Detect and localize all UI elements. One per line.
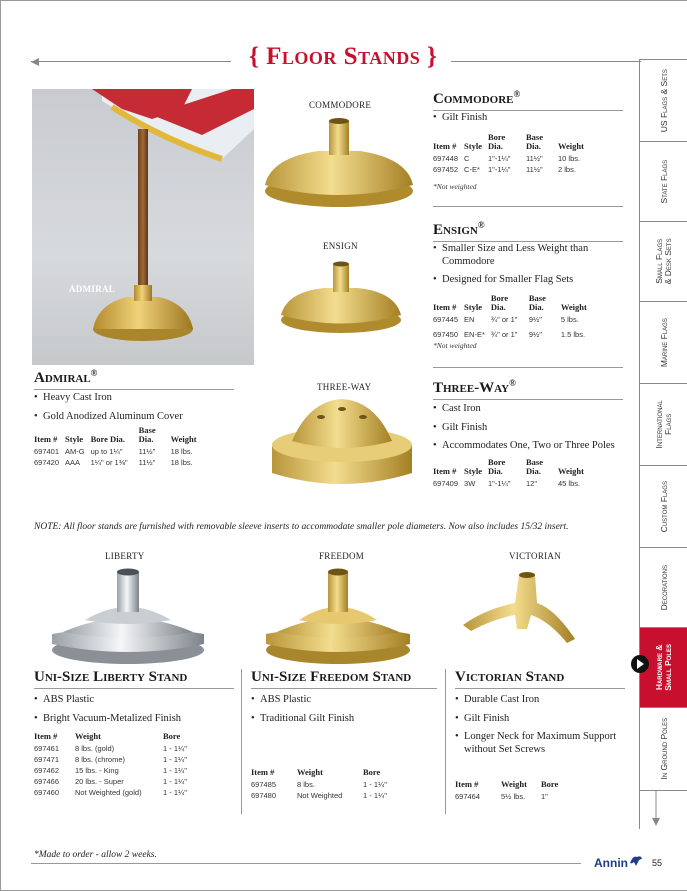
tab-marine-flags[interactable] — [640, 301, 687, 383]
col-header: Item # — [251, 767, 275, 777]
tab-label: In Ground Poles — [658, 718, 669, 780]
col-header: Item # — [433, 465, 457, 476]
table-cell: 697401 — [34, 446, 60, 456]
table-cell: 11½" — [525, 164, 543, 174]
table-cell: 15 lbs. - King — [75, 765, 119, 775]
table-cell: EN — [464, 314, 475, 324]
tab-label: Small Flags & Desk Sets — [654, 238, 674, 285]
table-row — [433, 164, 590, 175]
table-cell: EN-E* — [464, 329, 485, 339]
table-cell: 697485 — [251, 779, 277, 789]
col-header: Item # — [455, 779, 479, 789]
brand-logo: Annin — [594, 856, 628, 870]
col-header: Bore Dia. — [487, 132, 506, 151]
made-to-order-footnote: *Made to order - allow 2 weeks. — [34, 850, 157, 860]
three-way-spec-table — [433, 458, 590, 489]
table-cell: Not Weighted — [297, 790, 343, 800]
bullet-item: • Smaller Size and Less Weight than Commodore — [433, 243, 611, 268]
victorian-stand-illustration — [457, 569, 589, 649]
ensign-stand-illustration — [279, 258, 403, 334]
footer-rule — [31, 863, 581, 864]
table-row — [34, 776, 193, 787]
table-row — [433, 314, 593, 325]
bullet-item: • Accommodates One, Two or Three Poles — [433, 440, 633, 453]
three-way-reg-mark: ® — [509, 378, 516, 388]
table-cell: 45 lbs. — [557, 478, 581, 488]
table-cell: 8 lbs. (gold) — [75, 743, 115, 753]
col-header: Item # — [34, 433, 58, 444]
table-cell: ¾" or 1" — [490, 314, 518, 324]
table-cell: ¾" or 1" — [490, 329, 518, 339]
commodore-bullets — [433, 112, 623, 131]
bullet-item: • Gold Anodized Aluminum Cover — [34, 411, 254, 424]
arrow-down-icon — [651, 791, 661, 827]
col-header: Weight — [297, 767, 323, 777]
table-cell: 11½" — [138, 457, 156, 467]
table-header-row — [433, 294, 593, 314]
freedom-bullets — [251, 694, 441, 731]
table-header-row — [251, 768, 393, 779]
victorian-heading: Victorian Stand — [455, 669, 625, 689]
tab-label: International Flags — [654, 400, 674, 449]
admiral-heading-text: Admiral — [34, 370, 91, 386]
ensign-heading — [433, 220, 623, 242]
table-cell: 1 - 1¼" — [163, 754, 187, 764]
divider — [433, 367, 623, 368]
table-cell: 697462 — [34, 765, 60, 775]
tab-state-flags[interactable] — [640, 141, 687, 221]
victorian-photo-label: VICTORIAN — [509, 551, 562, 561]
col-header: Weight — [170, 433, 197, 444]
table-row — [251, 790, 393, 801]
col-header: Base Dia. — [528, 293, 546, 312]
three-way-heading — [433, 378, 623, 400]
col-header: Style — [464, 465, 482, 476]
table-cell: 1" — [541, 791, 548, 801]
admiral-photo — [32, 89, 254, 365]
bullet-item: • Designed for Smaller Flag Sets — [433, 274, 611, 287]
table-row — [34, 787, 193, 798]
table-cell: 1 - 1¼" — [363, 790, 387, 800]
table-cell: 697464 — [455, 791, 481, 801]
table-cell: 5½ lbs. — [501, 791, 526, 801]
column-divider — [241, 669, 242, 814]
table-header-row — [34, 732, 193, 743]
col-header: Base Dia. — [138, 425, 156, 444]
table-cell: 697420 — [34, 457, 60, 467]
col-header: Item # — [433, 140, 457, 151]
liberty-heading: Uni-Size Liberty Stand — [34, 669, 234, 689]
table-header-row — [433, 458, 590, 478]
three-way-stand-illustration — [269, 395, 415, 495]
table-row — [34, 765, 193, 776]
table-row — [34, 457, 203, 468]
table-cell: 1 - 1¼" — [163, 776, 187, 786]
table-cell: 697409 — [433, 478, 459, 488]
table-cell: 697448 — [433, 153, 459, 163]
table-row — [433, 153, 590, 164]
table-cell: 697460 — [34, 787, 60, 797]
table-header-row — [455, 780, 564, 791]
title-rule-right — [451, 61, 641, 62]
three-way-photo-label: THREE-WAY — [317, 382, 372, 392]
freedom-heading: Uni-Size Freedom Stand — [251, 669, 437, 689]
table-cell: 18 lbs. — [170, 457, 193, 467]
admiral-stand-illustration — [32, 89, 254, 365]
table-cell: 2 lbs. — [557, 164, 576, 174]
table-row — [433, 325, 593, 340]
col-header: Style — [464, 140, 482, 151]
tab-international-flags[interactable] — [640, 383, 687, 465]
three-way-heading-text: Three-Way — [433, 380, 510, 396]
tab-label: State Flags — [658, 159, 669, 204]
bullet-item: • Heavy Cast Iron — [34, 392, 254, 405]
bullet-item: • Gilt Finish — [433, 422, 633, 435]
table-cell: 11½" — [138, 446, 156, 456]
table-cell: 1 - 1¼" — [163, 787, 187, 797]
table-cell: 697471 — [34, 754, 60, 764]
bullet-item: • Durable Cast Iron — [455, 694, 635, 707]
table-cell: 1¼" or 1⅜" — [90, 457, 128, 467]
admiral-spec-table — [34, 426, 203, 468]
table-cell: up to 1¼" — [90, 446, 123, 456]
col-header: Weight — [501, 779, 527, 789]
table-header-row — [34, 426, 203, 446]
col-header: Style — [65, 433, 83, 444]
admiral-reg-mark: ® — [90, 368, 98, 378]
commodore-stand-illustration — [263, 113, 415, 208]
tab-small-flags[interactable] — [640, 221, 687, 301]
bullet-item: • Bright Vacuum-Metalized Finish — [34, 713, 239, 726]
table-cell: C — [464, 153, 470, 163]
title-bar — [31, 43, 641, 77]
table-cell: AM-G — [65, 446, 85, 456]
divider — [433, 206, 623, 207]
tab-label: US Flags & Sets — [658, 68, 669, 133]
table-cell: AAA — [65, 457, 81, 467]
table-cell: 697466 — [34, 776, 60, 786]
table-cell: 1 - 1¼" — [163, 743, 187, 753]
tab-custom-flags[interactable] — [640, 465, 687, 547]
table-header-row — [433, 133, 590, 153]
col-header: Bore Dia. — [490, 293, 509, 312]
three-way-bullets — [433, 403, 633, 459]
tab-us-flags[interactable] — [640, 59, 687, 141]
table-cell: 697461 — [34, 743, 60, 753]
col-header: Bore Dia. — [90, 433, 125, 444]
table-cell: C-E* — [464, 164, 480, 174]
col-header: Item # — [34, 731, 58, 741]
table-cell: Not Weighted (gold) — [75, 787, 142, 797]
current-section-pointer-icon — [631, 655, 649, 673]
table-row — [34, 446, 203, 457]
col-header: Base Dia. — [525, 457, 543, 476]
table-cell: 1 - 1¼" — [163, 765, 187, 775]
col-header: Style — [464, 301, 482, 312]
bullet-item: • Cast Iron — [433, 403, 633, 416]
table-cell: 1"-1¼" — [487, 153, 511, 163]
col-header: Base Dia. — [525, 132, 543, 151]
table-cell: 9½" — [528, 329, 542, 339]
table-cell: 1"-1¼" — [487, 478, 511, 488]
bullet-item: • ABS Plastic — [34, 694, 239, 707]
col-header: Bore — [363, 767, 381, 777]
tab-label: Marine Flags — [658, 318, 669, 367]
commodore-reg-mark: ® — [513, 89, 521, 99]
bullet-item: • Longer Neck for Maximum Support without Set Screws — [455, 731, 635, 756]
table-cell: 11½" — [525, 153, 543, 163]
tab-label: Custom Flags — [658, 480, 669, 533]
tab-decorations[interactable] — [640, 547, 687, 627]
table-row — [251, 779, 393, 790]
victorian-spec-table — [455, 780, 564, 802]
table-row — [34, 743, 193, 754]
col-header: Bore — [541, 779, 559, 789]
title-rule-left — [31, 61, 231, 62]
freedom-stand-illustration — [263, 564, 413, 666]
freedom-photo-label: FREEDOM — [319, 551, 365, 561]
table-cell: 697450 — [433, 329, 459, 339]
bullet-item: • Gilt Finish — [455, 713, 635, 726]
commodore-spec-table — [433, 133, 590, 175]
victorian-bullets — [455, 694, 635, 762]
table-cell: 697480 — [251, 790, 277, 800]
eagle-logo-icon — [629, 853, 643, 867]
section-tabs — [639, 59, 687, 829]
table-cell: 1"-1¼" — [487, 164, 511, 174]
col-header: Bore Dia. — [487, 457, 506, 476]
page-title: { Floor Stands } — [249, 43, 438, 70]
table-cell: 12" — [525, 478, 537, 488]
table-cell: 3W — [464, 478, 476, 488]
col-header: Item # — [433, 301, 457, 312]
table-row — [433, 478, 590, 489]
table-cell: 1.5 lbs. — [560, 329, 586, 339]
bullet-item: • ABS Plastic — [251, 694, 441, 707]
admiral-photo-label: ADMIRAL — [69, 284, 116, 294]
liberty-bullets — [34, 694, 239, 731]
tab-label: Hardware & Small Poles — [654, 644, 674, 691]
table-cell: 697445 — [433, 314, 459, 324]
liberty-spec-table — [34, 732, 193, 798]
table-cell: 9½" — [528, 314, 542, 324]
col-header: Weight — [75, 731, 101, 741]
ensign-photo-label: ENSIGN — [323, 241, 358, 251]
liberty-stand-illustration — [49, 564, 207, 666]
ensign-spec-table — [433, 294, 593, 340]
table-cell: 10 lbs. — [557, 153, 581, 163]
table-cell: 18 lbs. — [170, 446, 193, 456]
freedom-spec-table — [251, 768, 393, 801]
table-cell: 8 lbs. (chrome) — [75, 754, 126, 764]
admiral-heading — [34, 368, 234, 390]
sleeve-insert-note: NOTE: All floor stands are furnished with removable sleeve inserts to accommodate smaller pole diameters. Now also includes 15/32 insert. — [34, 522, 569, 532]
commodore-not-weighted-note: *Not weighted — [433, 182, 477, 191]
commodore-heading-text: Commodore — [433, 91, 514, 107]
col-header: Weight — [560, 301, 587, 312]
table-cell: 8 lbs. — [297, 779, 315, 789]
ensign-heading-text: Ensign — [433, 222, 478, 238]
commodore-heading — [433, 89, 623, 111]
table-cell: 697452 — [433, 164, 459, 174]
liberty-photo-label: LIBERTY — [105, 551, 145, 561]
ensign-bullets — [433, 243, 611, 293]
tab-label: Decorations — [658, 564, 669, 611]
col-header: Weight — [557, 140, 584, 151]
table-row — [455, 791, 564, 802]
ensign-reg-mark: ® — [477, 220, 485, 230]
commodore-photo-label: COMMODORE — [309, 100, 372, 110]
bullet-item: • Traditional Gilt Finish — [251, 713, 441, 726]
table-row — [34, 754, 193, 765]
col-header: Weight — [557, 465, 584, 476]
tab-in-ground-poles[interactable] — [640, 707, 687, 791]
col-header: Bore — [163, 731, 181, 741]
table-cell: 5 lbs. — [560, 314, 579, 324]
table-cell: 20 lbs. - Super — [75, 776, 124, 786]
page-number: 55 — [652, 858, 663, 868]
bullet-item: • Gilt Finish — [433, 112, 623, 125]
table-cell: 1 - 1¼" — [363, 779, 387, 789]
ensign-not-weighted-note: *Not weighted — [433, 341, 477, 350]
admiral-bullets — [34, 392, 254, 429]
arrow-left-icon — [31, 58, 39, 66]
column-divider — [445, 669, 446, 814]
